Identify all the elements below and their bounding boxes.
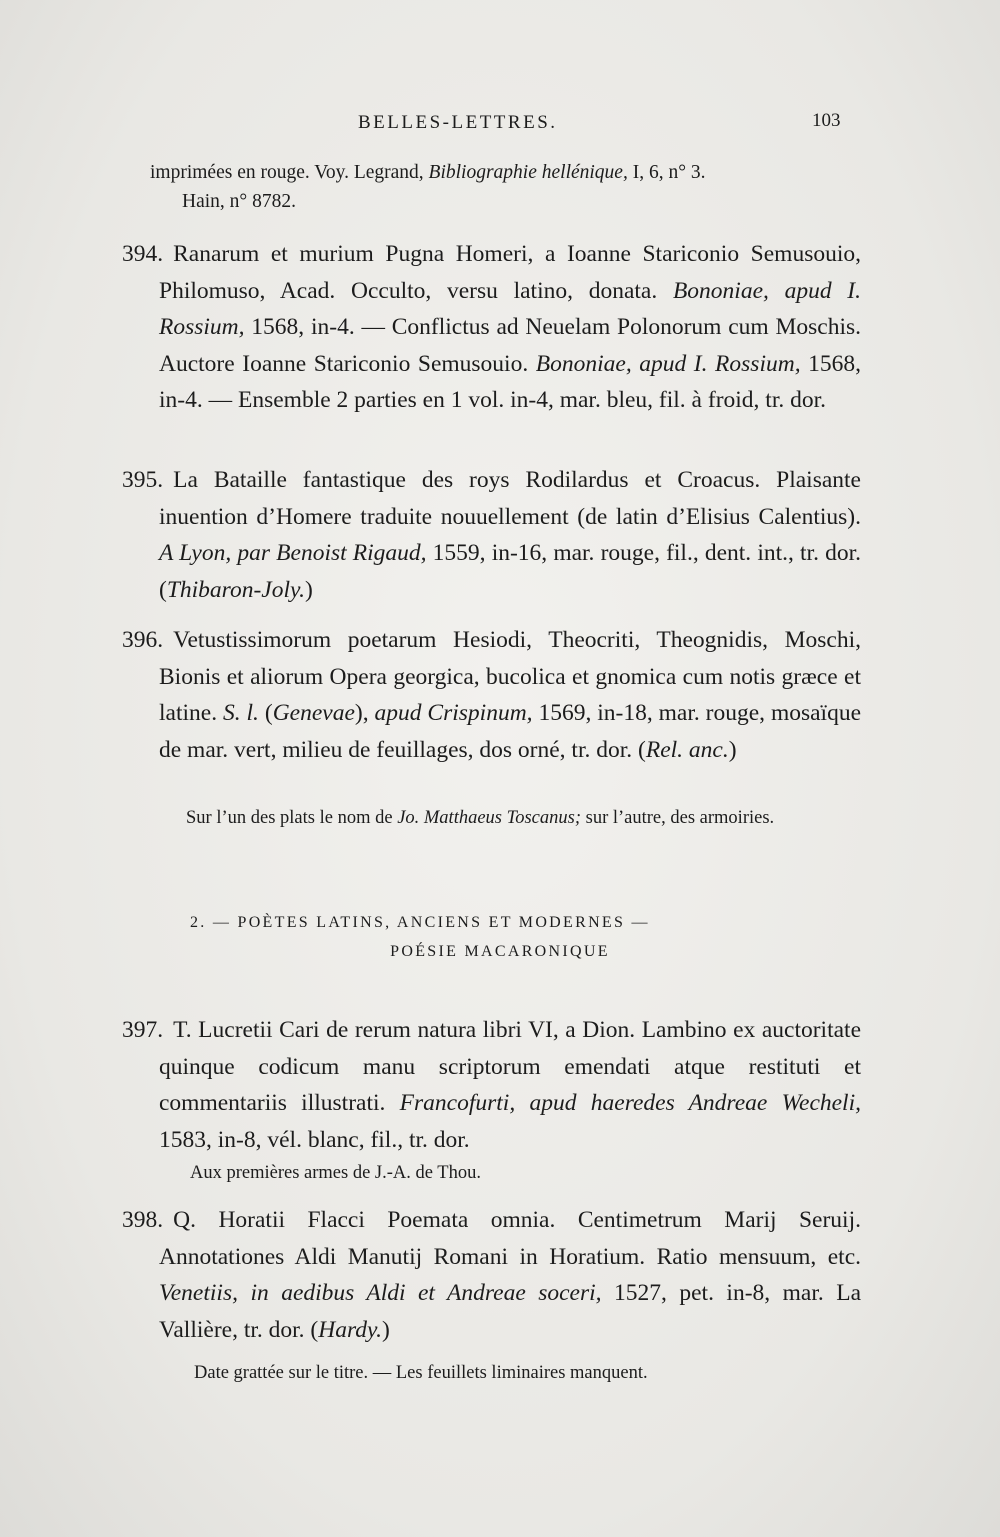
entry-text: ) (728, 736, 737, 763)
entry-imprint: A Lyon, par Benoist Rigaud, (159, 540, 427, 566)
catalog-entry-398 (122, 1202, 861, 1348)
catalog-entry-397 (122, 1012, 861, 1158)
note-398: Date grattée sur le titre. — Les feuillets liminaires manquent. (194, 1363, 648, 1383)
entry-text: Ranarum et murium Pugna Homeri, a Ioanne Stariconio Semusouio, Philomuso, Acad. Occulto, versu latino, donata. (159, 241, 861, 304)
catalog-entry-396 (122, 622, 862, 768)
note-italic: Jo. Matthaeus Toscanus; (397, 808, 581, 828)
continued-text-italic: Bibliographie hellénique, (428, 162, 628, 183)
entry-imprint: S. l. (222, 700, 259, 726)
entry-imprint: Francofurti, apud haeredes Andreae Wecheli, (399, 1090, 861, 1116)
entry-binder: Thibaron-Joly. (166, 576, 305, 603)
entry-text: 1569, in-18, mar. rouge, mosaïque de mar. vert, milieu de feuillages, dos orné, tr. dor. ( (159, 700, 862, 763)
entry-text: Vetustissimorum poetarum Hesiodi, Theocriti, Theognidis, Moschi, Bionis et aliorum Opera georgica, bucolica et gnomica cum notis græce et latine. (159, 627, 861, 726)
note-text: Sur l’un des plats le nom de (186, 808, 398, 828)
entry-number: 396. (122, 627, 164, 653)
entry-text: ) (305, 576, 313, 603)
entry-text: 1527, pet. in-8, mar. La Vallière, tr. dor. ( (159, 1280, 861, 1343)
catalog-entry-395 (122, 462, 861, 608)
entry-text: ( (258, 700, 273, 726)
note-397: Aux premières armes de J.-A. de Thou. (190, 1163, 481, 1183)
entry-number: 397. (122, 1017, 164, 1043)
continued-text-line2: Hain, n° 8782. (182, 191, 296, 212)
entry-number: 395. (122, 467, 164, 493)
entry-text: T. Lucretii Cari de rerum natura libri VI, a Dion. Lambino ex auctoritate quinque codicum manu scriptorum emendati atque restituti et commentariis illustrati. (159, 1017, 861, 1116)
entry-text: 1559, in-16, mar. rouge, fil., dent. int., tr. dor. ( (159, 540, 861, 603)
note-396 (186, 805, 836, 832)
running-header-title: BELLES-LETTRES. (358, 112, 558, 133)
catalog-entry-394 (122, 236, 861, 419)
entry-imprint: Venetiis, in aedibus Aldi et Andreae soceri, (159, 1280, 602, 1306)
entry-text: 1583, in-8, vél. blanc, fil., tr. dor. (159, 1126, 470, 1153)
entry-imprint: Bononiae, apud I. Rossium, (535, 350, 801, 377)
section-subheading: POÉSIE MACARONIQUE (390, 943, 610, 960)
entry-binder: Hardy. (318, 1316, 382, 1343)
entry-text: 1568, in-4. — Conflictus ad Neuelam Polonorum cum Moschis. Auctore Ioanne Stariconio Semusouio. (159, 314, 861, 377)
page-number: 103 (812, 110, 841, 131)
continued-text-part: imprimées en rouge. Voy. Legrand, (150, 162, 429, 183)
entry-binding: Rel. anc. (645, 736, 729, 763)
section-heading: 2. — POÈTES LATINS, ANCIENS ET MODERNES — (190, 914, 650, 931)
entry-number: 394. (122, 241, 164, 267)
continued-text-part: I, 6, n° 3. (627, 162, 706, 183)
entry-text: ), (354, 700, 375, 726)
entry-text: La Bataille fantastique des roys Rodilardus et Croacus. Plaisante inuention d’Homere traduite nouuellement (de latin d’Elisius Calentius). (159, 467, 861, 530)
entry-imprint: Bononiae, apud I. Rossium, (159, 277, 861, 340)
entry-text: ) (382, 1316, 390, 1343)
entry-number: 398. (122, 1207, 164, 1233)
entry-text: Q. Horatii Flacci Poemata omnia. Centimetrum Marij Seruij. Annotationes Aldi Manutij Romani in Horatium. Ratio mensuum, etc. (159, 1207, 861, 1270)
continued-text (150, 158, 850, 216)
entry-imprint: apud Crispinum, (374, 700, 533, 726)
entry-imprint: Genevae (272, 700, 355, 726)
note-text: sur l’autre, des armoiries. (581, 808, 775, 828)
entry-text: 1568, in-4. — Ensemble 2 parties en 1 vol. in-4, mar. bleu, fil. à froid, tr. dor. (159, 350, 861, 413)
